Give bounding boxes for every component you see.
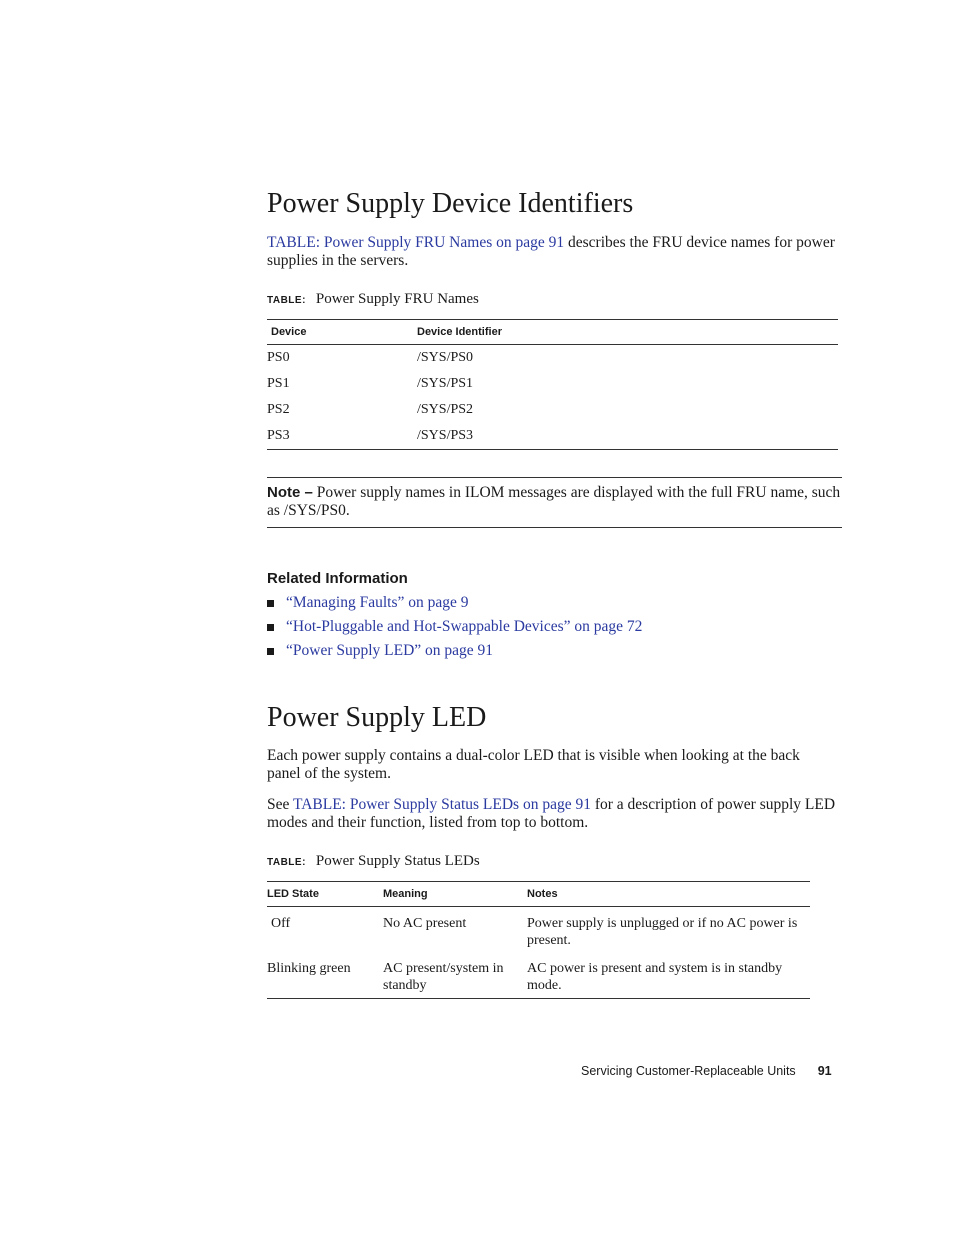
led-paragraph-1: Each power supply contains a dual-color LED that is visible when looking at the back panel of the system. — [267, 747, 800, 782]
section-title-power-supply-led: Power Supply LED — [267, 702, 487, 733]
table-row — [267, 397, 838, 423]
link-hot-pluggable-devices[interactable]: “Hot-Pluggable and Hot-Swappable Devices” on page 72 — [286, 618, 643, 635]
table-caption-status-leds — [267, 853, 480, 870]
cell-meaning: AC present/system in standby — [379, 953, 523, 999]
caption-text: Power Supply FRU Names — [315, 291, 479, 307]
note-label: Note – — [267, 484, 313, 501]
section-title-device-identifiers: Power Supply Device Identifiers — [267, 188, 634, 219]
column-header-device-identifier: Device Identifier — [413, 320, 838, 345]
table-row — [267, 371, 838, 397]
footer-page-number: 91 — [817, 1064, 832, 1078]
table-header-row — [267, 882, 810, 907]
cell-device: PS1 — [267, 376, 290, 391]
caption-text: Power Supply Status LEDs — [315, 853, 480, 869]
page-footer — [581, 1064, 832, 1078]
cell-notes: Power supply is unplugged or if no AC power is present. — [527, 916, 798, 948]
related-information-heading: Related Information — [267, 570, 408, 587]
list-item — [267, 639, 867, 663]
cell-led-state: Blinking green — [267, 953, 379, 999]
cell-device: PS2 — [267, 402, 290, 417]
column-header-device: Device — [267, 320, 413, 345]
table-row — [267, 423, 838, 450]
cell-identifier: /SYS/PS1 — [417, 376, 474, 391]
status-leds-table — [267, 881, 810, 999]
link-power-supply-led[interactable]: “Power Supply LED” on page 91 — [286, 642, 494, 659]
table-row — [267, 907, 810, 954]
table-row — [267, 345, 838, 372]
intro-text: describes the FRU device names for power supplies in the servers. — [267, 234, 835, 269]
bullet-icon — [267, 624, 274, 631]
cell-led-state: Off — [271, 916, 291, 931]
cell-identifier: /SYS/PS2 — [417, 402, 474, 417]
footer-chapter-title: Servicing Customer-Replaceable Units — [581, 1064, 796, 1078]
see-prefix: See — [267, 796, 293, 813]
intro-paragraph — [267, 234, 837, 270]
column-header-led-state: LED State — [267, 882, 379, 907]
cell-meaning: No AC present — [383, 916, 467, 931]
caption-label: TABLE: — [267, 857, 306, 868]
cell-identifier: /SYS/PS3 — [413, 423, 838, 450]
link-fru-names-table[interactable]: TABLE: Power Supply FRU Names on page 91 — [267, 234, 565, 251]
cell-device: PS0 — [267, 350, 290, 365]
bullet-icon — [267, 600, 274, 607]
table-header-row — [267, 320, 838, 345]
list-item — [267, 591, 867, 615]
note-box — [267, 477, 842, 528]
cell-identifier: /SYS/PS0 — [417, 350, 474, 365]
fru-names-table — [267, 319, 838, 450]
led-paragraph-2-text: for a description of power supply LED modes and their function, listed from top to bottom. — [267, 796, 836, 831]
related-information-list — [267, 591, 867, 663]
caption-label: TABLE: — [267, 295, 306, 306]
led-paragraph-2 — [267, 796, 842, 832]
bullet-icon — [267, 648, 274, 655]
link-status-leds-table[interactable]: TABLE: Power Supply Status LEDs on page 91 — [292, 796, 591, 813]
link-managing-faults[interactable]: “Managing Faults” on page 9 — [286, 594, 469, 611]
note-paragraph — [267, 484, 842, 520]
cell-notes: AC power is present and system is in standby mode. — [523, 953, 810, 999]
table-caption-fru-names — [267, 291, 479, 308]
table-row — [267, 953, 810, 999]
note-text: Power supply names in ILOM messages are displayed with the full FRU name, such as /SYS/PS0. — [267, 484, 841, 519]
column-header-notes: Notes — [523, 882, 810, 907]
list-item — [267, 615, 867, 639]
column-header-meaning: Meaning — [379, 882, 523, 907]
cell-device: PS3 — [267, 423, 413, 450]
